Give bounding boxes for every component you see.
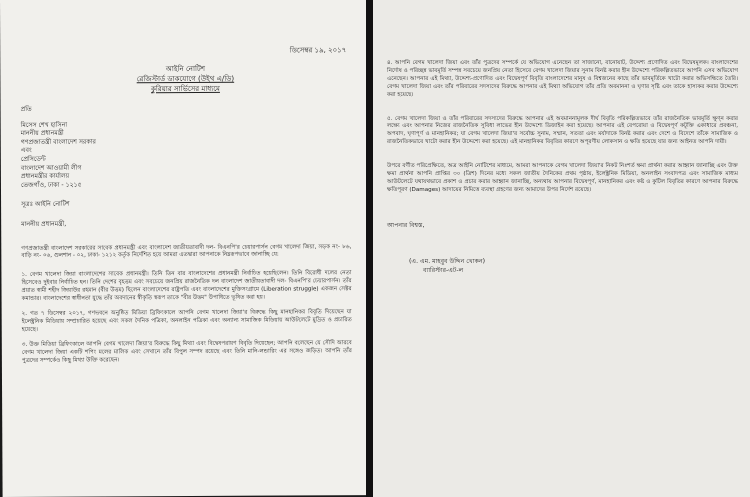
paragraph-3: ৩. উক্ত মিডিয়া ব্রিফিংকালে আপনি বেগম খালেদা জিয়া'র বিরুদ্ধে কিছু মিথ্যা এবং বিদ্বেষপরায়ণ বিবৃতি দিয়েছেন; আপনি বলেছেন যে সৌদি আরবে বেগম খালেদা জিয়া একটি শপিং মলের মালিক এবং সেখানে তাঁর বিপুল সম্পদ রয়েছে এবং তিনি মানি-লন্ডারিং এর সঙ্গেও জড়িত। আপনি তাঁর পুত্রদের সম্পর্কেও কিছু মিথ্যা উক্তি করেছেন। <box>21 339 352 364</box>
letter-page-2 <box>373 0 750 497</box>
signer-title: ব্যারিস্টার-এট-ল <box>423 267 464 275</box>
page-gutter <box>366 0 373 497</box>
paragraph-5: ৫. বেগম খালেদা জিয়া ও তাঁর পরিবারের সদস্যদের বিরুদ্ধে আপনার এই অবমাননামূলক দীর্ঘ বিবৃতি পরিকল্পিতভাবে তাঁর রাজনৈতিক ভাবমূর্তি ক্ষুণ্ন করার লক্ষ্যে এবং আপনার নিজের রাজনৈতিক সুবিধা লাভের হীন উদ্দেশ্যে ডিজাইন করা হয়েছে। আপনার এই বেপরোয়া ও বিদ্বেষপূর্ণ কটূক্তি একাধারে প্রবঞ্চনা, অপবাদ, ঘৃণাপূর্ণ ও মানহানিকর; যা বেগম খালেদা জিয়া'র সর্বোচ্চ সুনাম, সম্মান, সততা এবং মর্যাদাকে বিনষ্ট করার এবং দেশে ও বিদেশে তাঁকে সামাজিক ও রাজনৈতিকভাবে খাটো করার হীন উদ্দেশ্যে করা হয়েছে। এই মানহানিকর বিবৃতির কারণে অপূরণীয় লোকসান ও ক্ষতি হয়েছে যার জন্য আইনত আপনি দায়ী। <box>387 115 738 146</box>
letter-page-1 <box>0 0 369 497</box>
signer-name: (এ. এম. মাহবুব উদ্দিন খোকন) <box>409 258 486 266</box>
salutation: মাননীয় প্রধানমন্ত্রী, <box>21 220 67 228</box>
recipient-line: বাংলাদেশ আওয়ামী লীগ <box>20 164 82 172</box>
recipient-line: এবং <box>20 147 32 155</box>
delivery-method-courier: কুরিয়ার সার্ভিসের মাধ্যমে <box>150 84 220 94</box>
recipient-line: গণপ্রজাতন্ত্রী বাংলাদেশ সরকার <box>20 138 96 146</box>
recipient-line: মিসেস শেখ হাসিনা <box>20 121 68 129</box>
closing: আপনার বিশ্বস্ত, <box>387 221 425 229</box>
delivery-method-registered: রেজিস্টার্ড ডাকযোগে (উইথ এ/ডি) <box>136 74 235 84</box>
recipient-line: মাননীয় প্রধানমন্ত্রী <box>20 129 64 138</box>
subject-line: সূত্রঃ আইনি নোটিশ <box>21 200 70 209</box>
paragraph-6: উপরে বর্ণীত পরিপ্রেক্ষিতে, অত্র আইনি নোটিশের মাধ্যমে, আমরা আপনাকে বেগম খালেদা জিয়া'র নিকট নিঃশর্ত ক্ষমা প্রার্থনা করার আহ্বান জানাচ্ছি এবং উক্ত ক্ষমা প্রার্থনা আপনি প্রাপ্তির ৩০ (ত্রিশ) দিনের মধ্যে সকল জাতীয় দৈনিকের প্রথম পৃষ্ঠায়, ইলেক্ট্রনিক মিডিয়া, অনলাইন সংবাদপত্র এবং সামাজিক মাধ্যম আউটলেটে যথাযথভাবে প্রকাশ ও প্রচার করার আহ্বান জানাচ্ছি, অন্যথায় আপনার বিদ্বেষপূর্ণ, মানহানিকর এবং কষ্ট ও কুটিল বিবৃতির কারণে আপনার বিরুদ্ধে ক্ষতিপূরণ (Damages) আদায়ের নিমিত্তে ব্যবস্থা গ্রহণের জন্য আমাদের উপর নির্দেশ রয়েছে। <box>387 163 738 193</box>
paragraph-1: ১. বেগম খালেদা জিয়া বাংলাদেশের সাবেক প্রধানমন্ত্রী। তিনি তিন বার বাংলাদেশের প্রধানমন্ত্রী নির্বাচিত হয়েছিলেন। তিনি বিরোধী দলের নেতা হিসেবেও দুইবার নির্বাচিত হন। তিনি দেশের বৃহত্তম এবং সবচেয়ে জনপ্রিয় রাজনৈতিক দল বাংলাদেশ জাতীয়তাবাদী দল- বিএনপি'র চেয়ারপার্সন। তাঁর প্রয়াত স্বামী শহীদ জিয়াউর রহমান (বীর উত্তম) ছিলেন বাংলাদেশের রাষ্ট্রপতি এবং বাংলাদেশের মুক্তিসংগ্রামে (Liberation struggle) একজন সেক্টর কমান্ডার। বাংলাদেশের স্বাধীনতা যুদ্ধে তাঁর অবদানের স্বীকৃতি স্বরূপ তাকে "বীর উত্তম" উপাধিতে ভূষিত করা হয়। <box>21 270 352 302</box>
recipient-line: প্রধানমন্ত্রীর কার্যালয় <box>20 172 70 181</box>
intro-paragraph: গণপ্রজাতন্ত্রী বাংলাদেশ সরকারের সাবেক প্রধানমন্ত্রী এবং বাংলাদেশ জাতীয়তাবাদী দল- বিএনপি'র চেয়ারপার্সন বেগম খালেদা জিয়া, সড়ক নং- ৮৬, বাড়ি নং- ০৬, গুলশান - ০২, ঢাকা- ১২১২ কর্তৃক নির্দেশিত হয়ে আমরা এতদ্বারা আপনাকে নিম্নরূপভাবে জানাচ্ছি যে: <box>21 243 352 260</box>
paragraph-4: ৪. আপনি বেগম খালেদা জিয়া এবং তাঁর পুত্রদের সম্পর্কে যে অভিযোগ এনেছেন তা সাজানো, বানোয়াট, উদ্দেশ্য প্রণোদিত এবং বিদ্বেষমূলক। বাংলাদেশের নির্দোষ ও পরিচ্ছন্ন ভাবমূর্তি সম্পন্ন সবচেয়ে জনপ্রিয় নেতা হিসেবে বেগম খালেদা জিয়ার সুনাম বিনষ্ট করার হীন উদ্দেশ্যে পরিকল্পিতভাবে আপনি এসব অভিযোগ এনেছেন। আপনার এই মিথ্যা, উদ্দেশ্য-প্রণোদিত এবং বিদ্বেষপূর্ণ বিবৃতি বাংলাদেশের মানুষ ও বিশ্বজনের কাছে তাঁর ভাবমূর্তিকে খাটো করার অভিসন্ধিতে তৈরি। বেগম খালেদা জিয়া এবং তাঁর পরিবারের সদস্যদের বিরুদ্ধে আপনার এই মিথ্যা অভিযোগ তাঁর প্রতি অবমাননা ও ঘৃণার সৃষ্টি এবং তাকে হাস্যকর করার উদ্দেশ্যে করা হয়েছে। <box>387 60 738 98</box>
paragraph-2: ২. গত ৭ ডিসেম্বর ২০১৭, গণভবনে অনুষ্ঠিত মিডিয়া ব্রিফিংকালে আপনি বেগম খালেদা জিয়া'র বিরুদ্ধে কিছু মানহানিকর বিবৃতি দিয়েছেন যা ইলেক্ট্রনিক মিডিয়ায় সম্প্রচারিত হয়েছে এবং সকল দৈনিক পত্রিকা, অনলাইন পত্রিকা এবং অন্যান্য সামাজিক মিডিয়ায় আউটলেটে মুদ্রিত ও প্রচারিত হয়েছে। <box>21 309 352 333</box>
recipient-block <box>21 120 351 190</box>
recipient-line: তেজগাঁও, ঢাকা - ১২১৫ <box>20 181 82 189</box>
letter-date: ডিসেম্বর ১৯, ২০১৭ <box>289 46 347 55</box>
to-label: প্রতি <box>20 105 32 113</box>
recipient-line: প্রেসিডেন্ট <box>20 155 46 163</box>
notice-heading: আইনি নোটিশ <box>165 64 205 74</box>
